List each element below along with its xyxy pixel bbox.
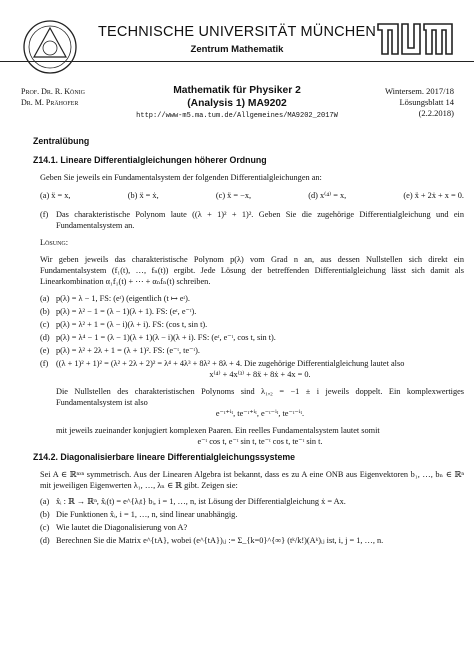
roots-text: Die Nullstellen des charakteristischen Polynoms sind λ₁,₂ = −1 ± i jeweils doppelt. Ein komplexwertiges Fundamentalsystem ist also xyxy=(56,387,464,407)
solution-intro: Wir geben jeweils das charakteristische Polynom p(λ) vom Grad n an, aus dessen Nullstellen sich direkt ein Fundamentalsystem (f₁(t), …, fₙ(t)) ergibt. Jede Lösung der betreffenden Differentialgleichung lässt sich damit als Linearkombination α₁f₁(t) + ⋯ + αₙfₙ(t) schreiben. xyxy=(40,255,464,286)
problem-1-title: Z14.1. Lineare Differentialgleichungen höherer Ordnung xyxy=(33,155,267,165)
solution-label-f: (f) xyxy=(40,359,49,368)
tum-logo-icon xyxy=(376,22,454,56)
professor-1: Prof. Dr. R. König xyxy=(21,87,86,96)
solution-text-e: p(λ) = λ² + 2λ + 1 = (λ + 1)². FS: (e⁻ᵗ, te⁻ᵗ). xyxy=(56,346,200,355)
problem-2-tasks xyxy=(40,496,464,546)
university-name: TECHNISCHE UNIVERSITÄT MÜNCHEN xyxy=(97,24,377,40)
p2-task-text-a: x̂ᵢ : ℝ → ℝⁿ, x̂ᵢ(t) = e^{λᵢt} bᵢ, i = 1, …, n, ist Lösung der Differentialgleichung ẋ = Ax. xyxy=(56,497,346,506)
complex-fundamental-system: e⁻ᵗ⁺ⁱᵗ, te⁻ᵗ⁺ⁱᵗ, e⁻ᵗ⁻ⁱᵗ, te⁻ᵗ⁻ⁱᵗ. xyxy=(215,409,305,418)
solution-item xyxy=(40,319,464,330)
task-item xyxy=(40,509,464,520)
p2-task-label-a: (a) xyxy=(40,497,50,506)
solution-item xyxy=(40,332,464,343)
real-fundamental-system: e⁻ᵗ cos t, e⁻ᵗ sin t, te⁻ᵗ cos t, te⁻ᵗ sin t. xyxy=(197,437,323,446)
task-item xyxy=(40,522,464,533)
professor-2: Dr. M. Prähofer xyxy=(21,98,79,107)
header-rule xyxy=(0,61,474,62)
sheet-date: (2.2.2018) xyxy=(418,108,454,118)
problem-2-title: Z14.2. Diagonalisierbare lineare Differentialgleichungssysteme xyxy=(33,452,296,462)
problem-2-intro: Sei A ∈ ℝⁿˣⁿ symmetrisch. Aus der Linearen Algebra ist bekannt, dass es zu A eine ONB aus Eigenvektoren b₁, …, bₙ ∈ ℝⁿ mit jeweiligen Eigenwerten λ₁, …, λₙ ∈ ℝ gibt. Zeigen sie: xyxy=(40,470,464,490)
solution-f-details xyxy=(56,369,464,447)
task-f xyxy=(40,209,464,231)
p2-task-text-c: Wie lautet die Diagonalisierung von A? xyxy=(56,523,188,532)
real-text: mit jeweils zueinander konjugiert komplexen Paaren. Ein reelles Fundamentalsystem lautet somit xyxy=(56,426,380,435)
task-item xyxy=(40,535,464,546)
course-line-1: Mathematik für Physiker 2 xyxy=(173,85,301,96)
problem-1-intro: Geben Sie jeweils ein Fundamentalsystem der folgenden Differentialgleichungen an: xyxy=(40,173,322,182)
task-e: (e) ẍ + 2ẋ + x = 0. xyxy=(403,191,464,200)
solution-label-b: (b) xyxy=(40,307,50,316)
course-url: http://www-m5.ma.tum.de/Allgemeines/MA9202_2017W xyxy=(136,112,338,120)
solution-list xyxy=(40,293,464,369)
solution-item xyxy=(40,358,464,369)
solution-item xyxy=(40,345,464,356)
task-f-text: Das charakteristische Polynom laute ((λ + 1)² + 1)². Geben Sie die zugehörige Differentialgleichung und ein Fundamentalsystem an. xyxy=(56,210,464,230)
task-f-label: (f) xyxy=(40,210,49,219)
solution-label-d: (d) xyxy=(40,333,50,342)
solution-item xyxy=(40,306,464,317)
semester: Wintersem. 2017/18 xyxy=(384,86,454,96)
solution-label-a: (a) xyxy=(40,294,50,303)
solution-item xyxy=(40,293,464,304)
task-b: (b) ẍ = ẋ, xyxy=(127,191,159,200)
p2-task-label-c: (c) xyxy=(40,523,50,532)
section-title: Zentralübung xyxy=(33,136,90,146)
solution-label: Lösung: xyxy=(40,238,69,247)
solution-label-c: (c) xyxy=(40,320,50,329)
task-d: (d) x⁽⁴⁾ = x, xyxy=(308,191,347,200)
solution-text-a: p(λ) = λ − 1, FS: (eᵗ) (eigentlich (t ↦ eᵗ). xyxy=(56,294,190,303)
sheet-number: Lösungsblatt 14 xyxy=(399,97,454,107)
solution-text-d: p(λ) = λ⁴ − 1 = (λ − 1)(λ + 1)(λ − i)(λ + i). FS: (eᵗ, e⁻ᵗ, cos t, sin t). xyxy=(56,333,276,342)
differential-equation: x⁽⁴⁾ + 4x⁽³⁾ + 8ẍ + 8ẋ + 4x = 0. xyxy=(209,370,311,379)
course-line-2: (Analysis 1) MA9202 xyxy=(187,97,287,109)
sheet-body xyxy=(33,128,464,546)
p2-task-text-d: Berechnen Sie die Matrix e^{tA}, wobei (e^{tA})ᵢⱼ := Σ_{k=0}^{∞} (tᵏ/k!)(Aᵏ)ᵢⱼ ist, i, j = 1, …, n. xyxy=(56,536,384,545)
task-item xyxy=(40,496,464,507)
solution-text-f: ((λ + 1)² + 1)² = (λ² + 2λ + 2)² = λ⁴ + 4λ³ + 8λ² + 8λ + 4. Die zugehörige Differentialgleichung lautet also xyxy=(56,359,405,368)
task-a: (a) ẍ = x, xyxy=(40,191,71,200)
task-c: (c) ẍ = −x, xyxy=(215,191,252,200)
solution-text-b: p(λ) = λ² − 1 = (λ − 1)(λ + 1). FS: (eᵗ, e⁻ᵗ). xyxy=(56,307,197,316)
p2-task-text-b: Die Funktionen x̂ᵢ, i = 1, …, n, sind linear unabhängig. xyxy=(56,510,238,519)
p2-task-label-d: (d) xyxy=(40,536,50,545)
problem-1-tasks xyxy=(40,190,464,201)
solution-text-c: p(λ) = λ² + 1 = (λ − i)(λ + i). FS: (cos t, sin t). xyxy=(56,320,208,329)
department-name: Zentrum Mathematik xyxy=(190,44,284,55)
p2-task-label-b: (b) xyxy=(40,510,50,519)
solution-label-e: (e) xyxy=(40,346,50,355)
